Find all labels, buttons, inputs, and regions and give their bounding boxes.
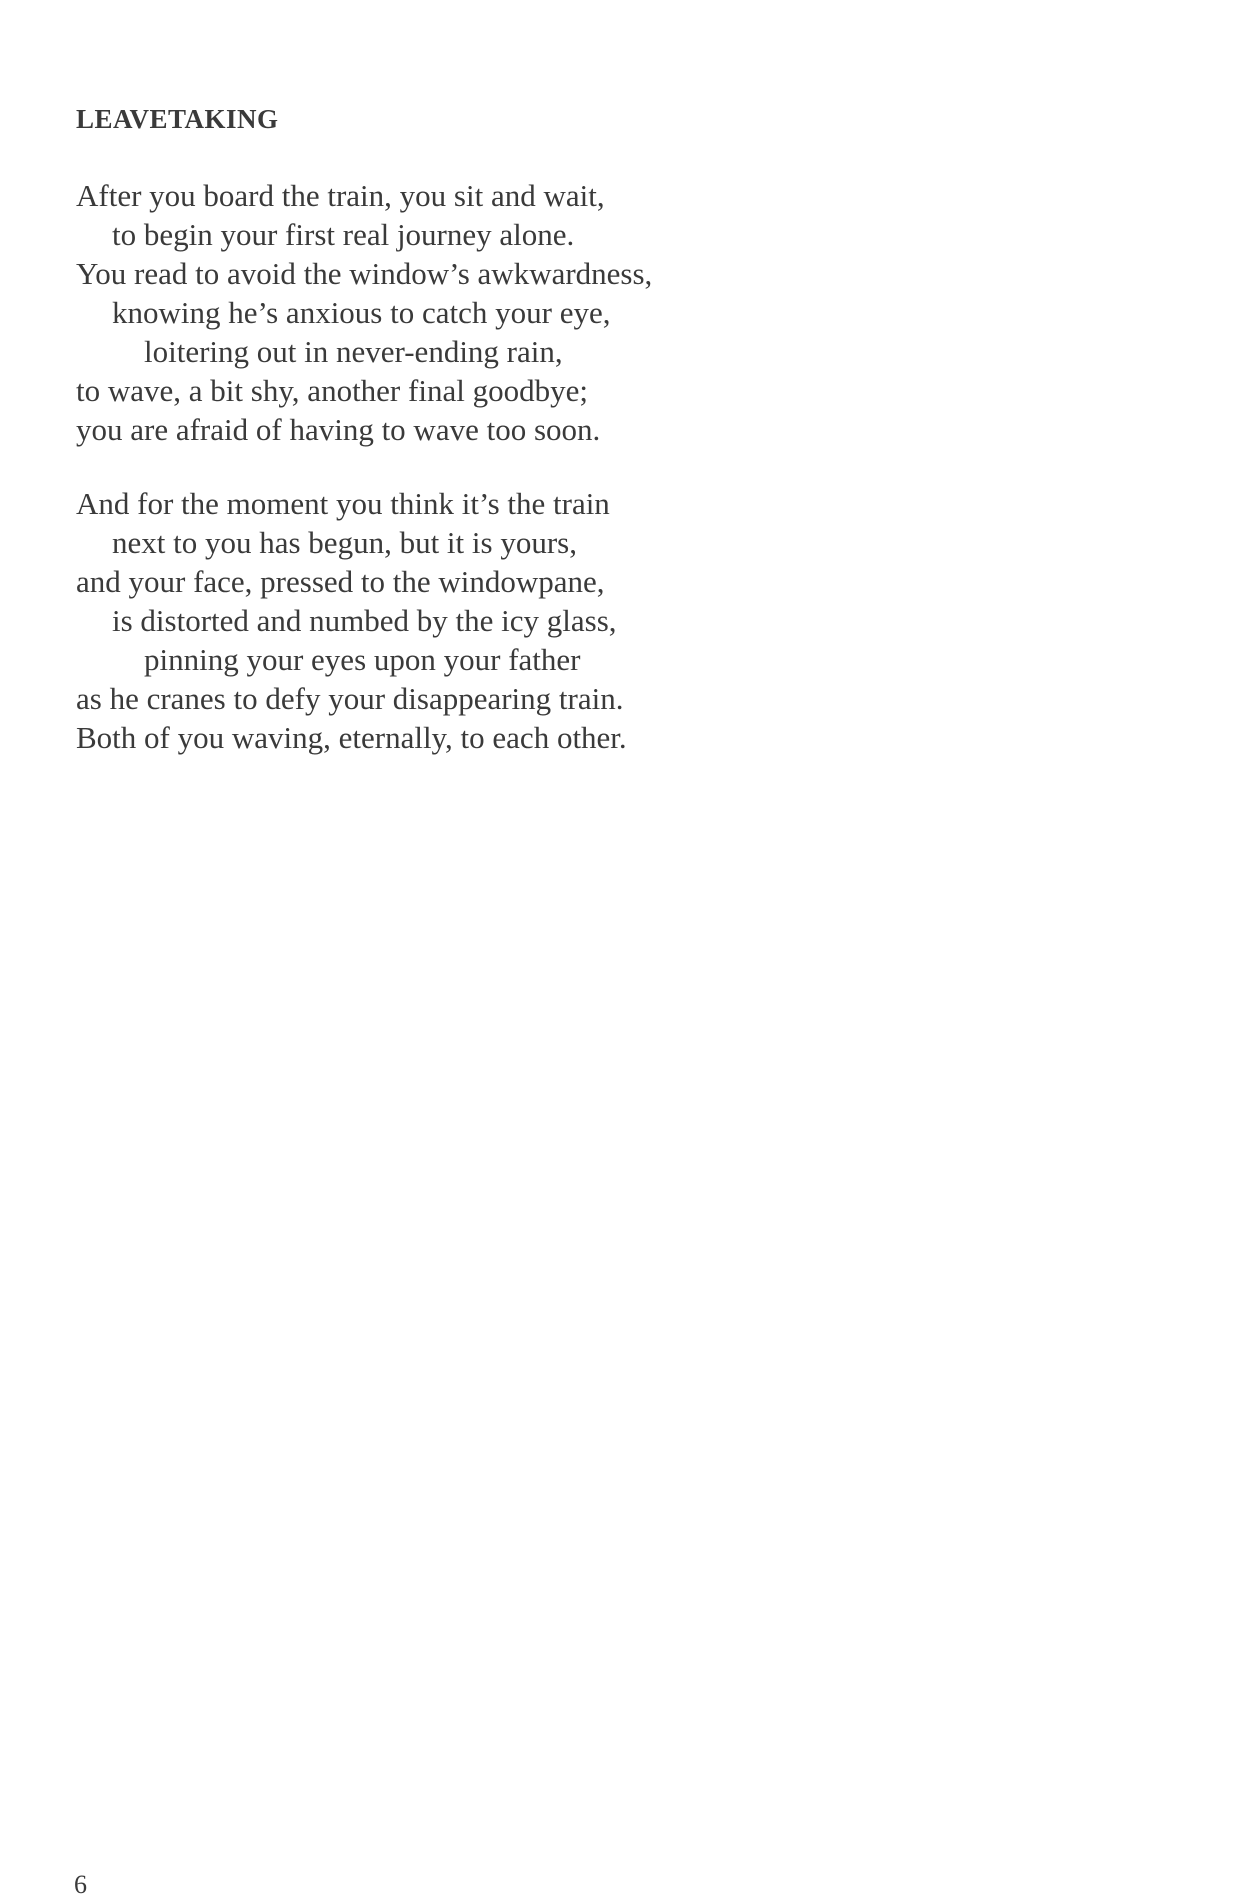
stanza-2 [76,484,627,757]
poem-line: After you board the train, you sit and wait, [76,178,605,213]
poem-line: and your face, pressed to the windowpane, [76,564,605,599]
poem-line: knowing he’s anxious to catch your eye, [112,295,611,330]
stanza-1 [76,176,652,449]
poem-line: loitering out in never-ending rain, [144,334,563,369]
page-number: 6 [74,1870,87,1899]
poem-line: to wave, a bit shy, another final goodbye; [76,373,588,408]
poem-line: You read to avoid the window’s awkwardness, [76,256,653,291]
poem-line: Both of you waving, eternally, to each other. [76,720,627,755]
poem-line: you are afraid of having to wave too soon. [76,412,601,447]
poem-line: as he cranes to defy your disappearing train. [76,681,624,716]
poem-line: to begin your first real journey alone. [112,217,575,252]
poem-line: pinning your eyes upon your father [144,642,581,677]
poem-line: next to you has begun, but it is yours, [112,525,577,560]
poem-line: is distorted and numbed by the icy glass, [112,603,617,638]
poem-title: LEAVETAKING [76,104,279,134]
poem-line: And for the moment you think it’s the train [76,486,610,521]
